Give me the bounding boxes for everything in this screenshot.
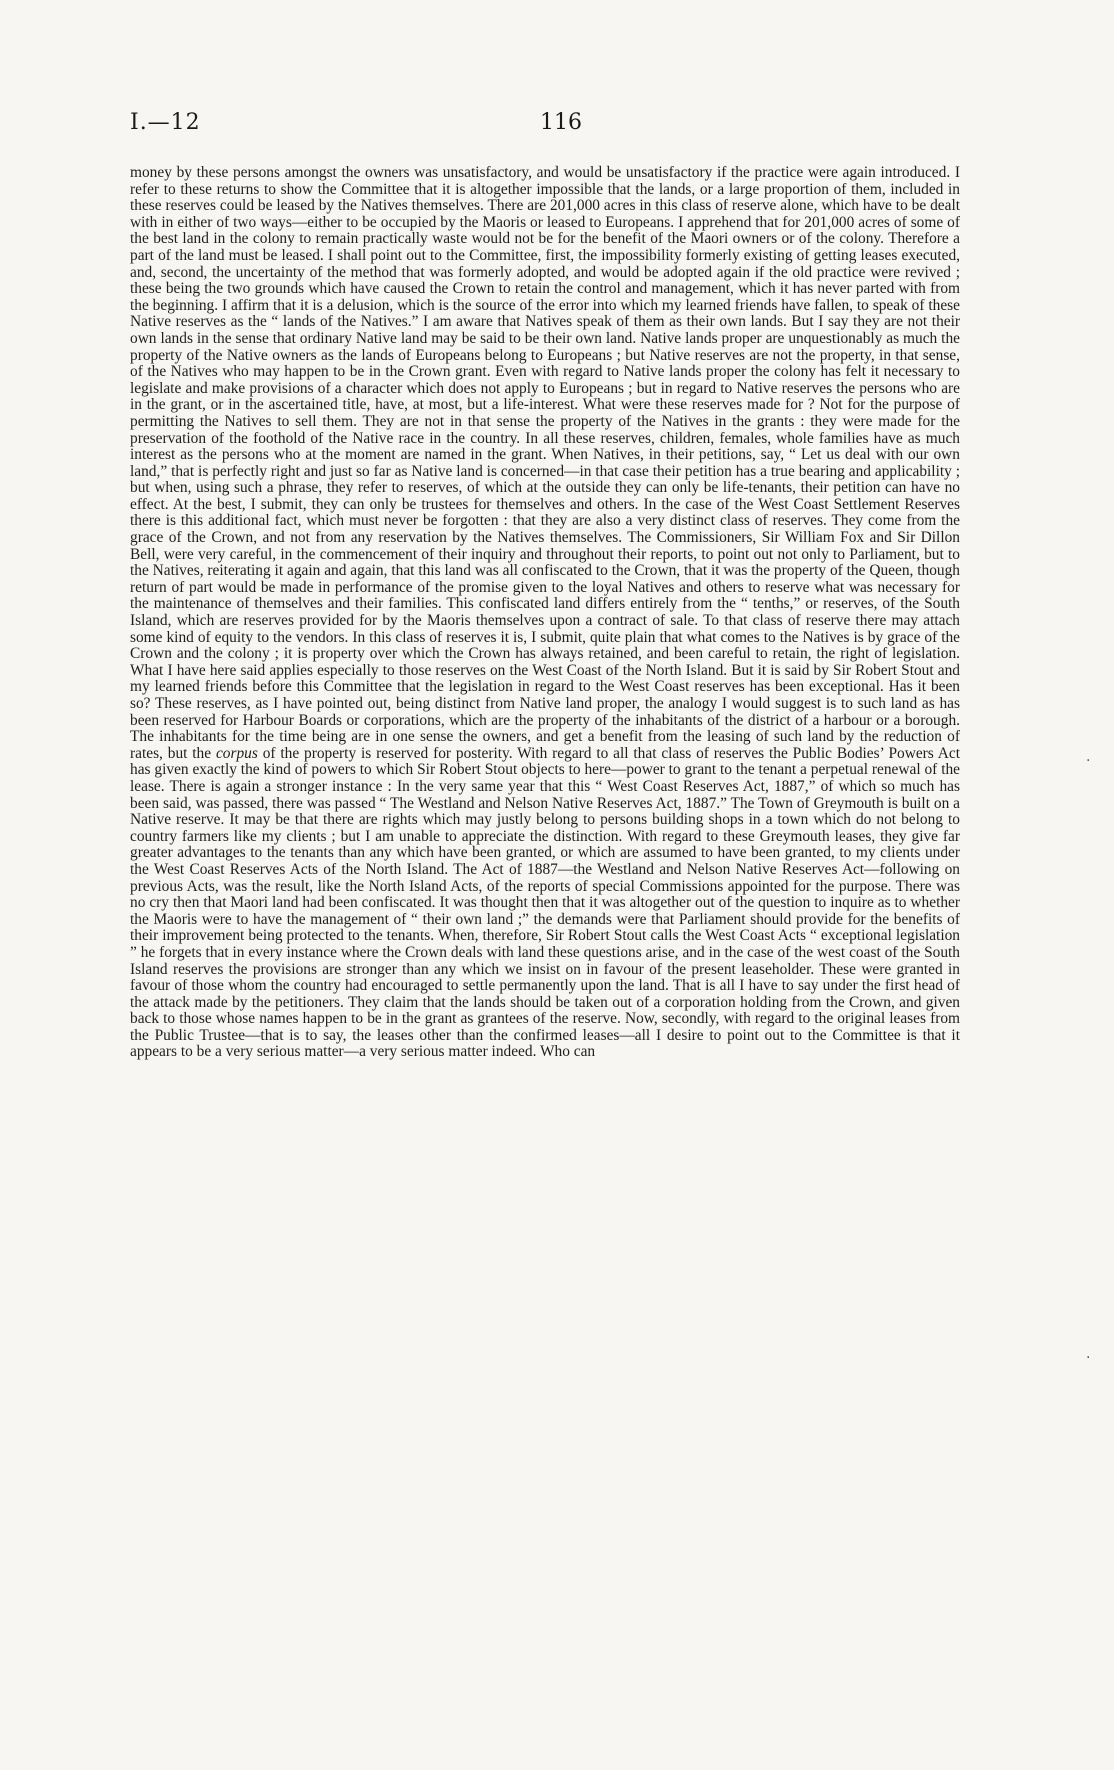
paragraph-text-part-2: of the property is reserved for posterity. With regard to all that class of reserves the Public Bodies’ Powers Act has given exactly the kind of powers to which Sir Robert Stout objects to here—power to grant to the tenant a perpetual renewal of the lease. There is again a stronger instance : In the very same year that this “ West Coast Reserves Act, 1887,” of which so much has been said, was passed, there was passed “ The Westland and Nelson Native Reserves Act, 1887.” The Town of Greymouth is built on a Native reserve. It may be that there are rights which may justly belong to persons building shops in a town which do not belong to country farmers like my clients ; but I am unable to appreciate the distinction. With regard to these Greymouth leases, they give far greater advantages to the tenants than any which have been granted, or which are assumed to have been granted, to my clients under the West Coast Reserves Acts of the North Island. The Act of 1887—the Westland and Nelson Native Reserves Act—following on previous Acts, was the result, like the North Island Acts, of the reports of special Commissions appointed for the purpose. There was no cry then that Maori land had been confiscated. It was thought then that it was altogether out of the question to inquire as to whether the Maoris were to have the management of “ their own land ;” the demands were that Parliament should provide for the benefits of their improvement being protected to the tenants. When, therefore, Sir Robert Stout calls the West Coast Acts “ exceptional legislation ” he forgets that in every instance where the Crown deals with land these questions arise, and in the case of the west coast of the South Island reserves the provisions are stronger than any which we insist on in favour of the present leaseholder. These were granted in favour of those whom the country had encouraged to settle permanently upon the land. That is all I have to say under the first head of the attack made by the petitioners. They claim that the lands should be taken out of a corporation holding from the Crown, and given back to those whose names happen to be in the grant as grantees of the reserve. Now, secondly, with regard to the original leases from the Public Trustee—that is to say, the leases other than the confirmed leases—all I desire to point out to the Committee is that it appears to be a very serious matter—a very serious matter indeed. Who can (130, 744, 960, 1061)
page-header (130, 110, 960, 146)
italic-term: corpus (215, 744, 258, 762)
paragraph (130, 165, 960, 1061)
document-reference: I.—12 (130, 110, 201, 135)
margin-mark: · (1086, 753, 1091, 769)
paragraph-text-part-1: money by these persons amongst the owners was unsatisfactory, and would be unsatisfactory if the practice were again introduced. I refer to these returns to show the Committee that it is altogether impossible that the lands, or a large proportion of them, included in these reserves could be leased by the Natives themselves. There are 201,000 acres in this class of reserve alone, which have to be dealt with in either of two ways—either to be occupied by the Maoris or leased to Europeans. I apprehend that for 201,000 acres of some of the best land in the colony to remain practically waste would not be for the benefit of the Maori owners or of the colony. Therefore a part of the land must be leased. I shall point out to the Committee, first, the impossibility formerly existing of getting leases executed, and, second, the uncertainty of the method that was formerly adopted, and would be adopted again if the old practice were revived ; these being the two grounds which have caused the Crown to retain the control and management, which it has never parted with from the beginning. I affirm that it is a delusion, which is the source of the error into which my learned friends have fallen, to speak of these Native reserves as the “ lands of the Natives.” I am aware that Natives speak of them as their own lands. But I say they are not their own lands in the sense that ordinary Native land may be said to be their own land. Native lands proper are unquestionably as much the property of the Native owners as the lands of Europeans belong to Europeans ; but Native reserves are not the property, in that sense, of the Natives who may happen to be in the Crown grant. Even with regard to Native lands proper the colony has felt it necessary to legislate and make provisions of a character which does not apply to Europeans ; but in regard to Native reserves the persons who are in the grant, or in the ascertained title, have, at most, but a life-interest. What were these reserves made for ? Not for the purpose of permitting the Natives to sell them. They are not in that sense the property of the Natives in the grants : they were made for the preservation of the foothold of the Native race in the country. In all these reserves, children, females, whole families have as much interest as the persons who at the moment are named in the grant. When Natives, in their petitions, say, “ Let us deal with our own land,” that is perfectly right and just so far as Native land is concerned—in that case their petition has a true bearing and applicability ; but when, using such a phrase, they refer to reserves, of which at the outside they can only be life-tenants, their petition can have no effect. At the best, I submit, they can only be trustees for themselves and others. In the case of the West Coast Settlement Reserves there is this additional fact, which must never be forgotten : that they are also a very distinct class of reserves. They come from the grace of the Crown, and not from any reservation by the Natives themselves. The Commissioners, Sir William Fox and Sir Dillon Bell, were very careful, in the commencement of their inquiry and throughout their reports, to point out not only to Parliament, but to the Natives, reiterating it again and again, that this land was all confiscated to the Crown, that it was the property of the Queen, though return of part would be made in performance of the promise given to the loyal Natives and others to reserve what was necessary for the maintenance of themselves and their families. This confiscated land differs entirely from the “ tenths,” or reserves, of the South Island, which are reserves provided for by the Maoris themselves upon a contract of sale. To that class of reserve there may attach some kind of equity to the vendors. In this class of reserves it is, I submit, quite plain that what comes to the Natives is by grace of the Crown and the colony ; it is property over which the Crown has always retained, and been careful to retain, the right of legislation. What I have here said applies especially to those reserves on the West Coast of the North Island. But it is said by Sir Robert Stout and my learned friends before this Committee that the legislation in regard to the West Coast reserves has been exceptional. Has it been so? These reserves, as I have pointed out, being distinct from Native land proper, the analogy I would suggest is to such land as has been reserved for Harbour Boards or corporations, which are the property of the inhabitants of the district of a harbour or a borough. The inhabitants for the time being are in one sense the owners, and get a benefit from the leasing of such land by the reduction of rates, but the (130, 164, 960, 762)
margin-mark: · (1086, 1350, 1091, 1366)
body-text (130, 165, 960, 1061)
page-number: 116 (540, 110, 582, 135)
